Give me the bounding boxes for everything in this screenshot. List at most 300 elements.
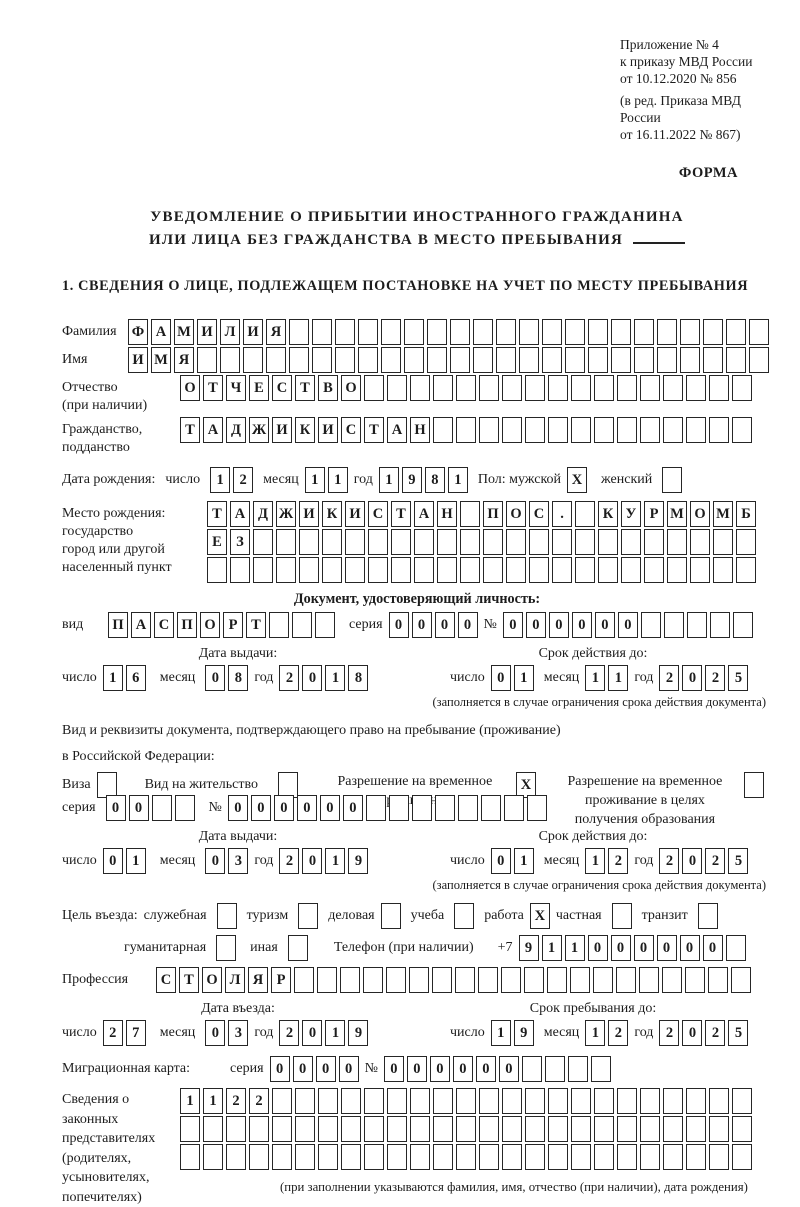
char-cell[interactable] [479, 1088, 499, 1114]
char-cell[interactable] [593, 967, 613, 993]
char-cell[interactable] [548, 1116, 568, 1142]
char-cell[interactable] [667, 557, 687, 583]
char-cell[interactable] [483, 557, 503, 583]
char-cell[interactable]: 0 [251, 795, 271, 821]
char-cell[interactable] [662, 467, 682, 493]
char-cell[interactable] [295, 1144, 315, 1170]
char-cell[interactable] [571, 1088, 591, 1114]
char-cell[interactable] [479, 1116, 499, 1142]
char-cell[interactable]: 9 [348, 1020, 368, 1046]
entry-day-input[interactable] [103, 1020, 146, 1046]
char-cell[interactable]: 0 [680, 935, 700, 961]
char-cell[interactable]: Р [223, 612, 243, 638]
char-cell[interactable]: 9 [402, 467, 422, 493]
char-cell[interactable] [389, 795, 409, 821]
char-cell[interactable]: Б [736, 501, 756, 527]
birth-place-line3-input[interactable] [207, 557, 756, 583]
char-cell[interactable] [663, 1116, 683, 1142]
char-cell[interactable]: 1 [328, 467, 348, 493]
char-cell[interactable]: 1 [585, 1020, 605, 1046]
char-cell[interactable] [288, 935, 308, 961]
char-cell[interactable]: А [387, 417, 407, 443]
char-cell[interactable]: Н [437, 501, 457, 527]
char-cell[interactable]: С [341, 417, 361, 443]
char-cell[interactable] [657, 319, 677, 345]
char-cell[interactable]: 1 [585, 848, 605, 874]
char-cell[interactable]: 2 [249, 1088, 269, 1114]
stay-year-input[interactable] [659, 1020, 748, 1046]
char-cell[interactable]: 1 [203, 1088, 223, 1114]
char-cell[interactable] [713, 557, 733, 583]
char-cell[interactable] [368, 529, 388, 555]
char-cell[interactable] [698, 903, 718, 929]
char-cell[interactable]: А [414, 501, 434, 527]
char-cell[interactable]: 0 [453, 1056, 473, 1082]
char-cell[interactable]: 2 [705, 1020, 725, 1046]
char-cell[interactable]: И [318, 417, 338, 443]
char-cell[interactable]: 0 [491, 665, 511, 691]
char-cell[interactable] [458, 795, 478, 821]
char-cell[interactable]: П [108, 612, 128, 638]
char-cell[interactable] [749, 347, 769, 373]
char-cell[interactable] [565, 319, 585, 345]
char-cell[interactable] [460, 529, 480, 555]
char-cell[interactable] [412, 795, 432, 821]
char-cell[interactable]: Д [253, 501, 273, 527]
char-cell[interactable] [335, 319, 355, 345]
char-cell[interactable] [427, 319, 447, 345]
char-cell[interactable] [152, 795, 172, 821]
char-cell[interactable]: Т [207, 501, 227, 527]
char-cell[interactable]: С [154, 612, 174, 638]
sex-male-checkbox[interactable] [567, 467, 587, 493]
char-cell[interactable] [364, 375, 384, 401]
purpose-transit-checkbox[interactable] [698, 903, 718, 929]
char-cell[interactable] [473, 347, 493, 373]
char-cell[interactable]: 1 [585, 665, 605, 691]
char-cell[interactable] [726, 347, 746, 373]
char-cell[interactable] [364, 1116, 384, 1142]
char-cell[interactable] [345, 529, 365, 555]
char-cell[interactable] [197, 347, 217, 373]
char-cell[interactable] [571, 1116, 591, 1142]
char-cell[interactable] [708, 967, 728, 993]
char-cell[interactable] [295, 1116, 315, 1142]
char-cell[interactable] [175, 795, 195, 821]
char-cell[interactable] [525, 1144, 545, 1170]
char-cell[interactable]: И [197, 319, 217, 345]
char-cell[interactable]: 0 [595, 612, 615, 638]
guardians-line1-input[interactable] [180, 1088, 752, 1114]
char-cell[interactable] [404, 319, 424, 345]
char-cell[interactable] [504, 795, 524, 821]
char-cell[interactable] [733, 612, 753, 638]
permit-issue-year-input[interactable] [279, 848, 368, 874]
char-cell[interactable]: 6 [126, 665, 146, 691]
char-cell[interactable] [594, 1088, 614, 1114]
char-cell[interactable]: 0 [588, 935, 608, 961]
char-cell[interactable] [667, 529, 687, 555]
char-cell[interactable] [617, 375, 637, 401]
char-cell[interactable]: 2 [705, 665, 725, 691]
char-cell[interactable] [726, 935, 746, 961]
char-cell[interactable]: О [506, 501, 526, 527]
purpose-study-checkbox[interactable] [454, 903, 474, 929]
char-cell[interactable]: Т [246, 612, 266, 638]
char-cell[interactable]: 1 [325, 1020, 345, 1046]
char-cell[interactable] [414, 529, 434, 555]
char-cell[interactable] [479, 417, 499, 443]
char-cell[interactable] [414, 557, 434, 583]
char-cell[interactable]: 8 [348, 665, 368, 691]
char-cell[interactable] [611, 319, 631, 345]
birth-day-input[interactable] [210, 467, 253, 493]
char-cell[interactable] [387, 1116, 407, 1142]
char-cell[interactable] [460, 557, 480, 583]
char-cell[interactable] [552, 529, 572, 555]
char-cell[interactable]: М [174, 319, 194, 345]
mig-series-input[interactable] [270, 1056, 359, 1082]
char-cell[interactable] [731, 967, 751, 993]
char-cell[interactable]: 9 [519, 935, 539, 961]
char-cell[interactable] [502, 1144, 522, 1170]
char-cell[interactable]: 0 [205, 848, 225, 874]
char-cell[interactable] [433, 417, 453, 443]
char-cell[interactable]: И [243, 319, 263, 345]
char-cell[interactable]: 0 [407, 1056, 427, 1082]
char-cell[interactable] [713, 529, 733, 555]
char-cell[interactable]: Ч [226, 375, 246, 401]
char-cell[interactable]: 2 [279, 848, 299, 874]
char-cell[interactable] [506, 557, 526, 583]
id-valid-day-input[interactable] [491, 665, 534, 691]
char-cell[interactable] [502, 417, 522, 443]
char-cell[interactable] [575, 557, 595, 583]
char-cell[interactable]: Т [391, 501, 411, 527]
char-cell[interactable] [269, 612, 289, 638]
char-cell[interactable] [591, 1056, 611, 1082]
char-cell[interactable]: О [341, 375, 361, 401]
char-cell[interactable]: Ж [276, 501, 296, 527]
char-cell[interactable] [312, 347, 332, 373]
char-cell[interactable] [437, 529, 457, 555]
char-cell[interactable]: К [295, 417, 315, 443]
char-cell[interactable] [479, 1144, 499, 1170]
char-cell[interactable] [180, 1116, 200, 1142]
char-cell[interactable] [456, 1144, 476, 1170]
id-valid-year-input[interactable] [659, 665, 748, 691]
char-cell[interactable]: 0 [316, 1056, 336, 1082]
patronymic-input[interactable] [180, 375, 752, 401]
char-cell[interactable] [203, 1144, 223, 1170]
char-cell[interactable] [525, 417, 545, 443]
char-cell[interactable] [312, 319, 332, 345]
char-cell[interactable] [496, 347, 516, 373]
char-cell[interactable] [570, 967, 590, 993]
char-cell[interactable]: И [272, 417, 292, 443]
char-cell[interactable]: 0 [703, 935, 723, 961]
char-cell[interactable]: Д [226, 417, 246, 443]
char-cell[interactable]: П [483, 501, 503, 527]
char-cell[interactable] [612, 903, 632, 929]
char-cell[interactable]: К [598, 501, 618, 527]
char-cell[interactable] [617, 1116, 637, 1142]
char-cell[interactable] [571, 417, 591, 443]
birth-place-line1-input[interactable] [207, 501, 756, 527]
char-cell[interactable] [433, 1116, 453, 1142]
char-cell[interactable] [368, 557, 388, 583]
char-cell[interactable]: С [368, 501, 388, 527]
char-cell[interactable] [433, 375, 453, 401]
stay-day-input[interactable] [491, 1020, 534, 1046]
char-cell[interactable] [565, 347, 585, 373]
char-cell[interactable] [594, 417, 614, 443]
char-cell[interactable] [732, 1116, 752, 1142]
char-cell[interactable] [710, 612, 730, 638]
char-cell[interactable] [243, 347, 263, 373]
mig-number-input[interactable] [384, 1056, 611, 1082]
char-cell[interactable] [634, 319, 654, 345]
char-cell[interactable] [542, 319, 562, 345]
char-cell[interactable] [571, 375, 591, 401]
char-cell[interactable] [292, 612, 312, 638]
char-cell[interactable]: А [131, 612, 151, 638]
char-cell[interactable]: 1 [608, 665, 628, 691]
char-cell[interactable] [657, 347, 677, 373]
char-cell[interactable] [391, 529, 411, 555]
char-cell[interactable] [662, 967, 682, 993]
char-cell[interactable] [598, 557, 618, 583]
char-cell[interactable] [266, 347, 286, 373]
stay-month-input[interactable] [585, 1020, 628, 1046]
char-cell[interactable] [364, 1088, 384, 1114]
char-cell[interactable]: А [230, 501, 250, 527]
char-cell[interactable] [496, 319, 516, 345]
char-cell[interactable]: О [202, 967, 222, 993]
char-cell[interactable]: 0 [526, 612, 546, 638]
char-cell[interactable] [502, 1088, 522, 1114]
char-cell[interactable] [547, 967, 567, 993]
char-cell[interactable] [726, 319, 746, 345]
char-cell[interactable]: 3 [228, 848, 248, 874]
char-cell[interactable] [386, 967, 406, 993]
char-cell[interactable] [641, 612, 661, 638]
entry-month-input[interactable] [205, 1020, 248, 1046]
purpose-private-checkbox[interactable] [612, 903, 632, 929]
char-cell[interactable] [548, 375, 568, 401]
char-cell[interactable] [640, 1088, 660, 1114]
char-cell[interactable]: 0 [274, 795, 294, 821]
char-cell[interactable]: 0 [297, 795, 317, 821]
char-cell[interactable] [478, 967, 498, 993]
char-cell[interactable] [435, 795, 455, 821]
char-cell[interactable]: 0 [618, 612, 638, 638]
char-cell[interactable] [322, 557, 342, 583]
char-cell[interactable] [410, 1144, 430, 1170]
guardians-line2-input[interactable] [180, 1116, 752, 1142]
char-cell[interactable] [621, 529, 641, 555]
char-cell[interactable] [525, 1116, 545, 1142]
char-cell[interactable]: 0 [384, 1056, 404, 1082]
char-cell[interactable]: И [299, 501, 319, 527]
permit-valid-day-input[interactable] [491, 848, 534, 874]
char-cell[interactable]: К [322, 501, 342, 527]
char-cell[interactable]: З [230, 529, 250, 555]
entry-year-input[interactable] [279, 1020, 368, 1046]
char-cell[interactable]: 0 [205, 1020, 225, 1046]
char-cell[interactable] [341, 1116, 361, 1142]
char-cell[interactable] [345, 557, 365, 583]
char-cell[interactable] [663, 375, 683, 401]
char-cell[interactable] [529, 529, 549, 555]
char-cell[interactable]: 0 [205, 665, 225, 691]
char-cell[interactable] [594, 375, 614, 401]
char-cell[interactable] [317, 967, 337, 993]
char-cell[interactable] [594, 1116, 614, 1142]
sex-female-checkbox[interactable] [662, 467, 682, 493]
char-cell[interactable]: 1 [379, 467, 399, 493]
char-cell[interactable] [548, 417, 568, 443]
char-cell[interactable] [289, 347, 309, 373]
char-cell[interactable] [634, 347, 654, 373]
permit-series-input[interactable] [106, 795, 195, 821]
char-cell[interactable]: Т [203, 375, 223, 401]
id-issue-day-input[interactable] [103, 665, 146, 691]
char-cell[interactable]: 5 [728, 848, 748, 874]
surname-input[interactable] [128, 319, 769, 345]
char-cell[interactable] [387, 1144, 407, 1170]
char-cell[interactable] [575, 501, 595, 527]
char-cell[interactable] [341, 1144, 361, 1170]
char-cell[interactable]: 9 [514, 1020, 534, 1046]
char-cell[interactable] [483, 529, 503, 555]
char-cell[interactable] [456, 375, 476, 401]
permit-number-input[interactable] [228, 795, 547, 821]
char-cell[interactable] [686, 1088, 706, 1114]
char-cell[interactable]: 0 [572, 612, 592, 638]
char-cell[interactable] [363, 967, 383, 993]
char-cell[interactable] [410, 1088, 430, 1114]
char-cell[interactable]: М [713, 501, 733, 527]
char-cell[interactable]: А [151, 319, 171, 345]
char-cell[interactable]: 5 [728, 665, 748, 691]
char-cell[interactable]: 2 [608, 848, 628, 874]
char-cell[interactable]: А [203, 417, 223, 443]
char-cell[interactable]: 0 [682, 665, 702, 691]
char-cell[interactable] [617, 1144, 637, 1170]
char-cell[interactable] [736, 557, 756, 583]
char-cell[interactable] [680, 319, 700, 345]
char-cell[interactable]: Я [248, 967, 268, 993]
char-cell[interactable] [216, 935, 236, 961]
char-cell[interactable]: 0 [293, 1056, 313, 1082]
char-cell[interactable] [272, 1116, 292, 1142]
char-cell[interactable] [640, 375, 660, 401]
char-cell[interactable] [409, 967, 429, 993]
char-cell[interactable]: 2 [279, 1020, 299, 1046]
char-cell[interactable] [502, 1116, 522, 1142]
char-cell[interactable] [522, 1056, 542, 1082]
char-cell[interactable]: . [552, 501, 572, 527]
char-cell[interactable] [358, 347, 378, 373]
char-cell[interactable]: 0 [320, 795, 340, 821]
char-cell[interactable] [548, 1088, 568, 1114]
char-cell[interactable] [276, 557, 296, 583]
char-cell[interactable]: X [530, 903, 550, 929]
char-cell[interactable] [709, 417, 729, 443]
char-cell[interactable]: 0 [634, 935, 654, 961]
char-cell[interactable]: 2 [705, 848, 725, 874]
char-cell[interactable] [524, 967, 544, 993]
char-cell[interactable]: 1 [565, 935, 585, 961]
char-cell[interactable]: Н [410, 417, 430, 443]
char-cell[interactable]: 1 [126, 848, 146, 874]
char-cell[interactable] [621, 557, 641, 583]
char-cell[interactable]: 1 [491, 1020, 511, 1046]
char-cell[interactable] [456, 417, 476, 443]
char-cell[interactable]: 1 [448, 467, 468, 493]
char-cell[interactable] [501, 967, 521, 993]
char-cell[interactable] [639, 967, 659, 993]
char-cell[interactable] [454, 903, 474, 929]
char-cell[interactable]: 2 [659, 848, 679, 874]
char-cell[interactable]: 0 [682, 848, 702, 874]
char-cell[interactable]: 0 [657, 935, 677, 961]
char-cell[interactable] [686, 375, 706, 401]
char-cell[interactable] [450, 347, 470, 373]
given-name-input[interactable] [128, 347, 769, 373]
char-cell[interactable] [690, 557, 710, 583]
char-cell[interactable]: 1 [305, 467, 325, 493]
char-cell[interactable] [249, 1144, 269, 1170]
char-cell[interactable] [226, 1144, 246, 1170]
char-cell[interactable] [276, 529, 296, 555]
char-cell[interactable]: 0 [430, 1056, 450, 1082]
char-cell[interactable]: 0 [389, 612, 409, 638]
char-cell[interactable]: X [567, 467, 587, 493]
char-cell[interactable] [433, 1088, 453, 1114]
char-cell[interactable]: 0 [476, 1056, 496, 1082]
char-cell[interactable]: 2 [226, 1088, 246, 1114]
char-cell[interactable]: Т [180, 417, 200, 443]
char-cell[interactable] [568, 1056, 588, 1082]
purpose-humanitarian-checkbox[interactable] [216, 935, 236, 961]
char-cell[interactable] [427, 347, 447, 373]
char-cell[interactable] [527, 795, 547, 821]
char-cell[interactable] [381, 347, 401, 373]
char-cell[interactable] [617, 417, 637, 443]
char-cell[interactable] [709, 1116, 729, 1142]
char-cell[interactable] [685, 967, 705, 993]
char-cell[interactable]: Т [179, 967, 199, 993]
char-cell[interactable]: 1 [542, 935, 562, 961]
char-cell[interactable] [203, 1116, 223, 1142]
char-cell[interactable]: П [177, 612, 197, 638]
char-cell[interactable]: 0 [503, 612, 523, 638]
char-cell[interactable]: 2 [659, 1020, 679, 1046]
char-cell[interactable]: 3 [228, 1020, 248, 1046]
char-cell[interactable]: 1 [103, 665, 123, 691]
permit-issue-day-input[interactable] [103, 848, 146, 874]
char-cell[interactable]: Е [207, 529, 227, 555]
char-cell[interactable]: 2 [233, 467, 253, 493]
char-cell[interactable] [410, 375, 430, 401]
char-cell[interactable] [686, 1116, 706, 1142]
char-cell[interactable] [318, 1088, 338, 1114]
char-cell[interactable] [340, 967, 360, 993]
char-cell[interactable]: 5 [728, 1020, 748, 1046]
phone-input[interactable] [519, 935, 746, 961]
